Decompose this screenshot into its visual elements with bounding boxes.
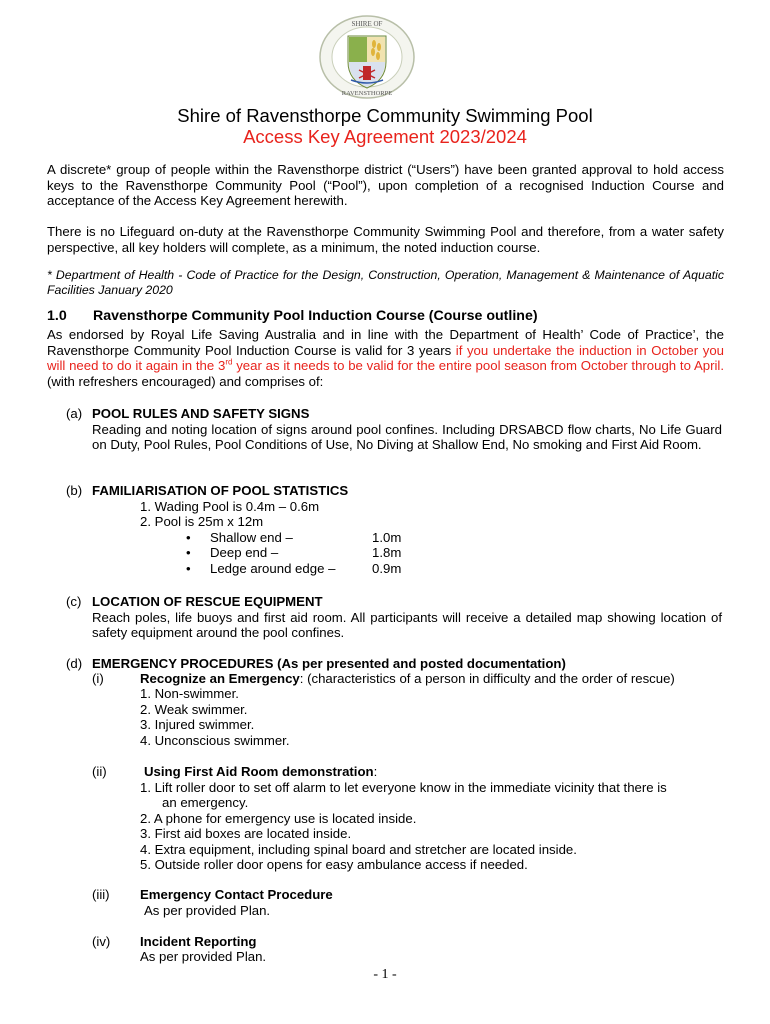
bullet-item xyxy=(186,545,402,561)
item-d-iii-label: (iii) xyxy=(92,887,110,902)
item-d-ii-heading-line xyxy=(144,764,377,780)
section-body-red-1: if you undertake the induction in October you will need to do it again in the 3 xyxy=(47,342,725,374)
page-title: Shire of Ravensthorpe Community Swimming Pool xyxy=(177,105,593,126)
footnote: * Department of Health - Code of Practice for the Design, Construction, Operation, Management & Maintenance of Aquatic Facilities January 2020 xyxy=(47,268,724,297)
bullet-item xyxy=(186,561,402,577)
item-b-heading: FAMILIARISATION OF POOL STATISTICS xyxy=(92,483,349,498)
list-item: 4. Unconscious swimmer. xyxy=(140,733,290,748)
bullet-name: Deep end – xyxy=(210,545,279,561)
section-body-red-2: year as it needs to be valid for the entire pool season from October through to April. xyxy=(232,358,724,374)
list-item: 5. Outside roller door opens for easy ambulance access if needed. xyxy=(140,857,528,872)
list-item: 1. Lift roller door to set off alarm to let everyone know in the immediate vicinity that there is xyxy=(140,780,667,795)
list-item: 3. First aid boxes are located inside. xyxy=(140,826,352,841)
item-a-label: (a) xyxy=(66,406,83,421)
item-d-ii-label: (ii) xyxy=(92,764,107,779)
item-a-heading: POOL RULES AND SAFETY SIGNS xyxy=(92,406,310,421)
item-d-i-rest: : (characteristics of a person in difficulty and the order of rescue) xyxy=(299,671,675,686)
list-item: 2. Weak swimmer. xyxy=(140,702,248,717)
item-d-i-heading: Recognize an Emergency xyxy=(140,671,300,686)
item-c-heading: LOCATION OF RESCUE EQUIPMENT xyxy=(92,594,323,609)
bullet-value: 1.0m xyxy=(372,529,402,545)
logo-bottom-text: RAVENSTHORPE xyxy=(341,90,393,97)
section-body-a: As endorsed by Royal Life Saving Australia and in line with the Department of Health’ Code of Practice’, the Ravensthorpe Community Pool Induction Course is valid for 3 years xyxy=(47,327,724,358)
item-d-ii-rest: : xyxy=(373,764,378,779)
item-d-iv-body: As per provided Plan. xyxy=(140,949,267,964)
bullet-icon: • xyxy=(186,561,191,576)
item-c-body: Reach poles, life buoys and first aid room. All participants will receive a detailed map showing location of safety equipment around the pool confines. xyxy=(92,609,722,641)
item-d-i-label: (i) xyxy=(92,671,104,686)
bullet-item xyxy=(186,529,402,546)
bullet-name: Ledge around edge – xyxy=(210,561,336,576)
item-d-heading: EMERGENCY PROCEDURES (As per presented and posted documentation) xyxy=(92,656,566,671)
crest-green-field xyxy=(349,37,367,62)
section-title: Ravensthorpe Community Pool Induction Course (Course outline) xyxy=(93,308,538,324)
list-item: 3. Injured swimmer. xyxy=(140,717,255,732)
section-body-b: (with refreshers encouraged) and comprises of: xyxy=(47,373,324,389)
item-d-ii-heading: Using First Aid Room demonstration xyxy=(144,764,374,779)
list-item: 4. Extra equipment, including spinal board and stretcher are located inside. xyxy=(140,842,577,857)
crest-wheat-field xyxy=(367,37,385,62)
bullet-value: 0.9m xyxy=(372,561,402,576)
item-d-iv-label: (iv) xyxy=(92,934,111,949)
shire-crest-logo xyxy=(318,14,416,100)
section-heading xyxy=(47,309,538,325)
section-body-red-sup: rd xyxy=(225,357,233,367)
bullet-value: 1.8m xyxy=(372,545,402,561)
list-item-continued: an emergency. xyxy=(162,795,249,810)
list-item: 1. Wading Pool is 0.4m – 0.6m xyxy=(140,498,320,514)
intro-paragraph-1: A discrete* group of people within the Ravensthorpe district (“Users”) have been granted approval to hold access keys to the Ravensthorpe Community Pool (“Pool”), upon completion of a recognised Induction Course and acceptance of the Access Key Agreement herewith. xyxy=(47,162,724,209)
bullet-icon: • xyxy=(186,529,191,545)
intro-paragraph-2: There is no Lifeguard on-duty at the Ravensthorpe Community Swimming Pool and therefore, from a water safety perspective, all key holders will complete, as a minimum, the noted induction course. xyxy=(47,224,724,255)
list-item: 2. Pool is 25m x 12m xyxy=(140,514,264,530)
item-d-iv-heading: Incident Reporting xyxy=(140,934,257,949)
bullet-name: Shallow end – xyxy=(210,529,293,545)
item-d-iii-heading: Emergency Contact Procedure xyxy=(140,887,333,902)
logo-top-text: SHIRE OF xyxy=(351,20,383,28)
section-body xyxy=(47,327,724,389)
item-d-i-heading-line xyxy=(140,671,675,687)
page-subtitle: Access Key Agreement 2023/2024 xyxy=(243,126,527,147)
page-number: - 1 - xyxy=(373,967,397,982)
item-c-label: (c) xyxy=(66,594,82,609)
bullet-icon: • xyxy=(186,545,191,561)
list-item: 1. Non-swimmer. xyxy=(140,686,239,701)
section-number: 1.0 xyxy=(47,308,67,324)
item-d-iii-body: As per provided Plan. xyxy=(144,903,271,918)
item-b-label: (b) xyxy=(66,483,83,498)
item-d-label: (d) xyxy=(66,656,83,671)
list-item: 2. A phone for emergency use is located inside. xyxy=(140,811,417,826)
item-a-body: Reading and noting location of signs around pool confines. Including DRSABCD flow charts, No Life Guard on Duty, Pool Rules, Pool Conditions of Use, No Diving at Shallow End, No smoking and First Aid Room. xyxy=(92,421,722,453)
